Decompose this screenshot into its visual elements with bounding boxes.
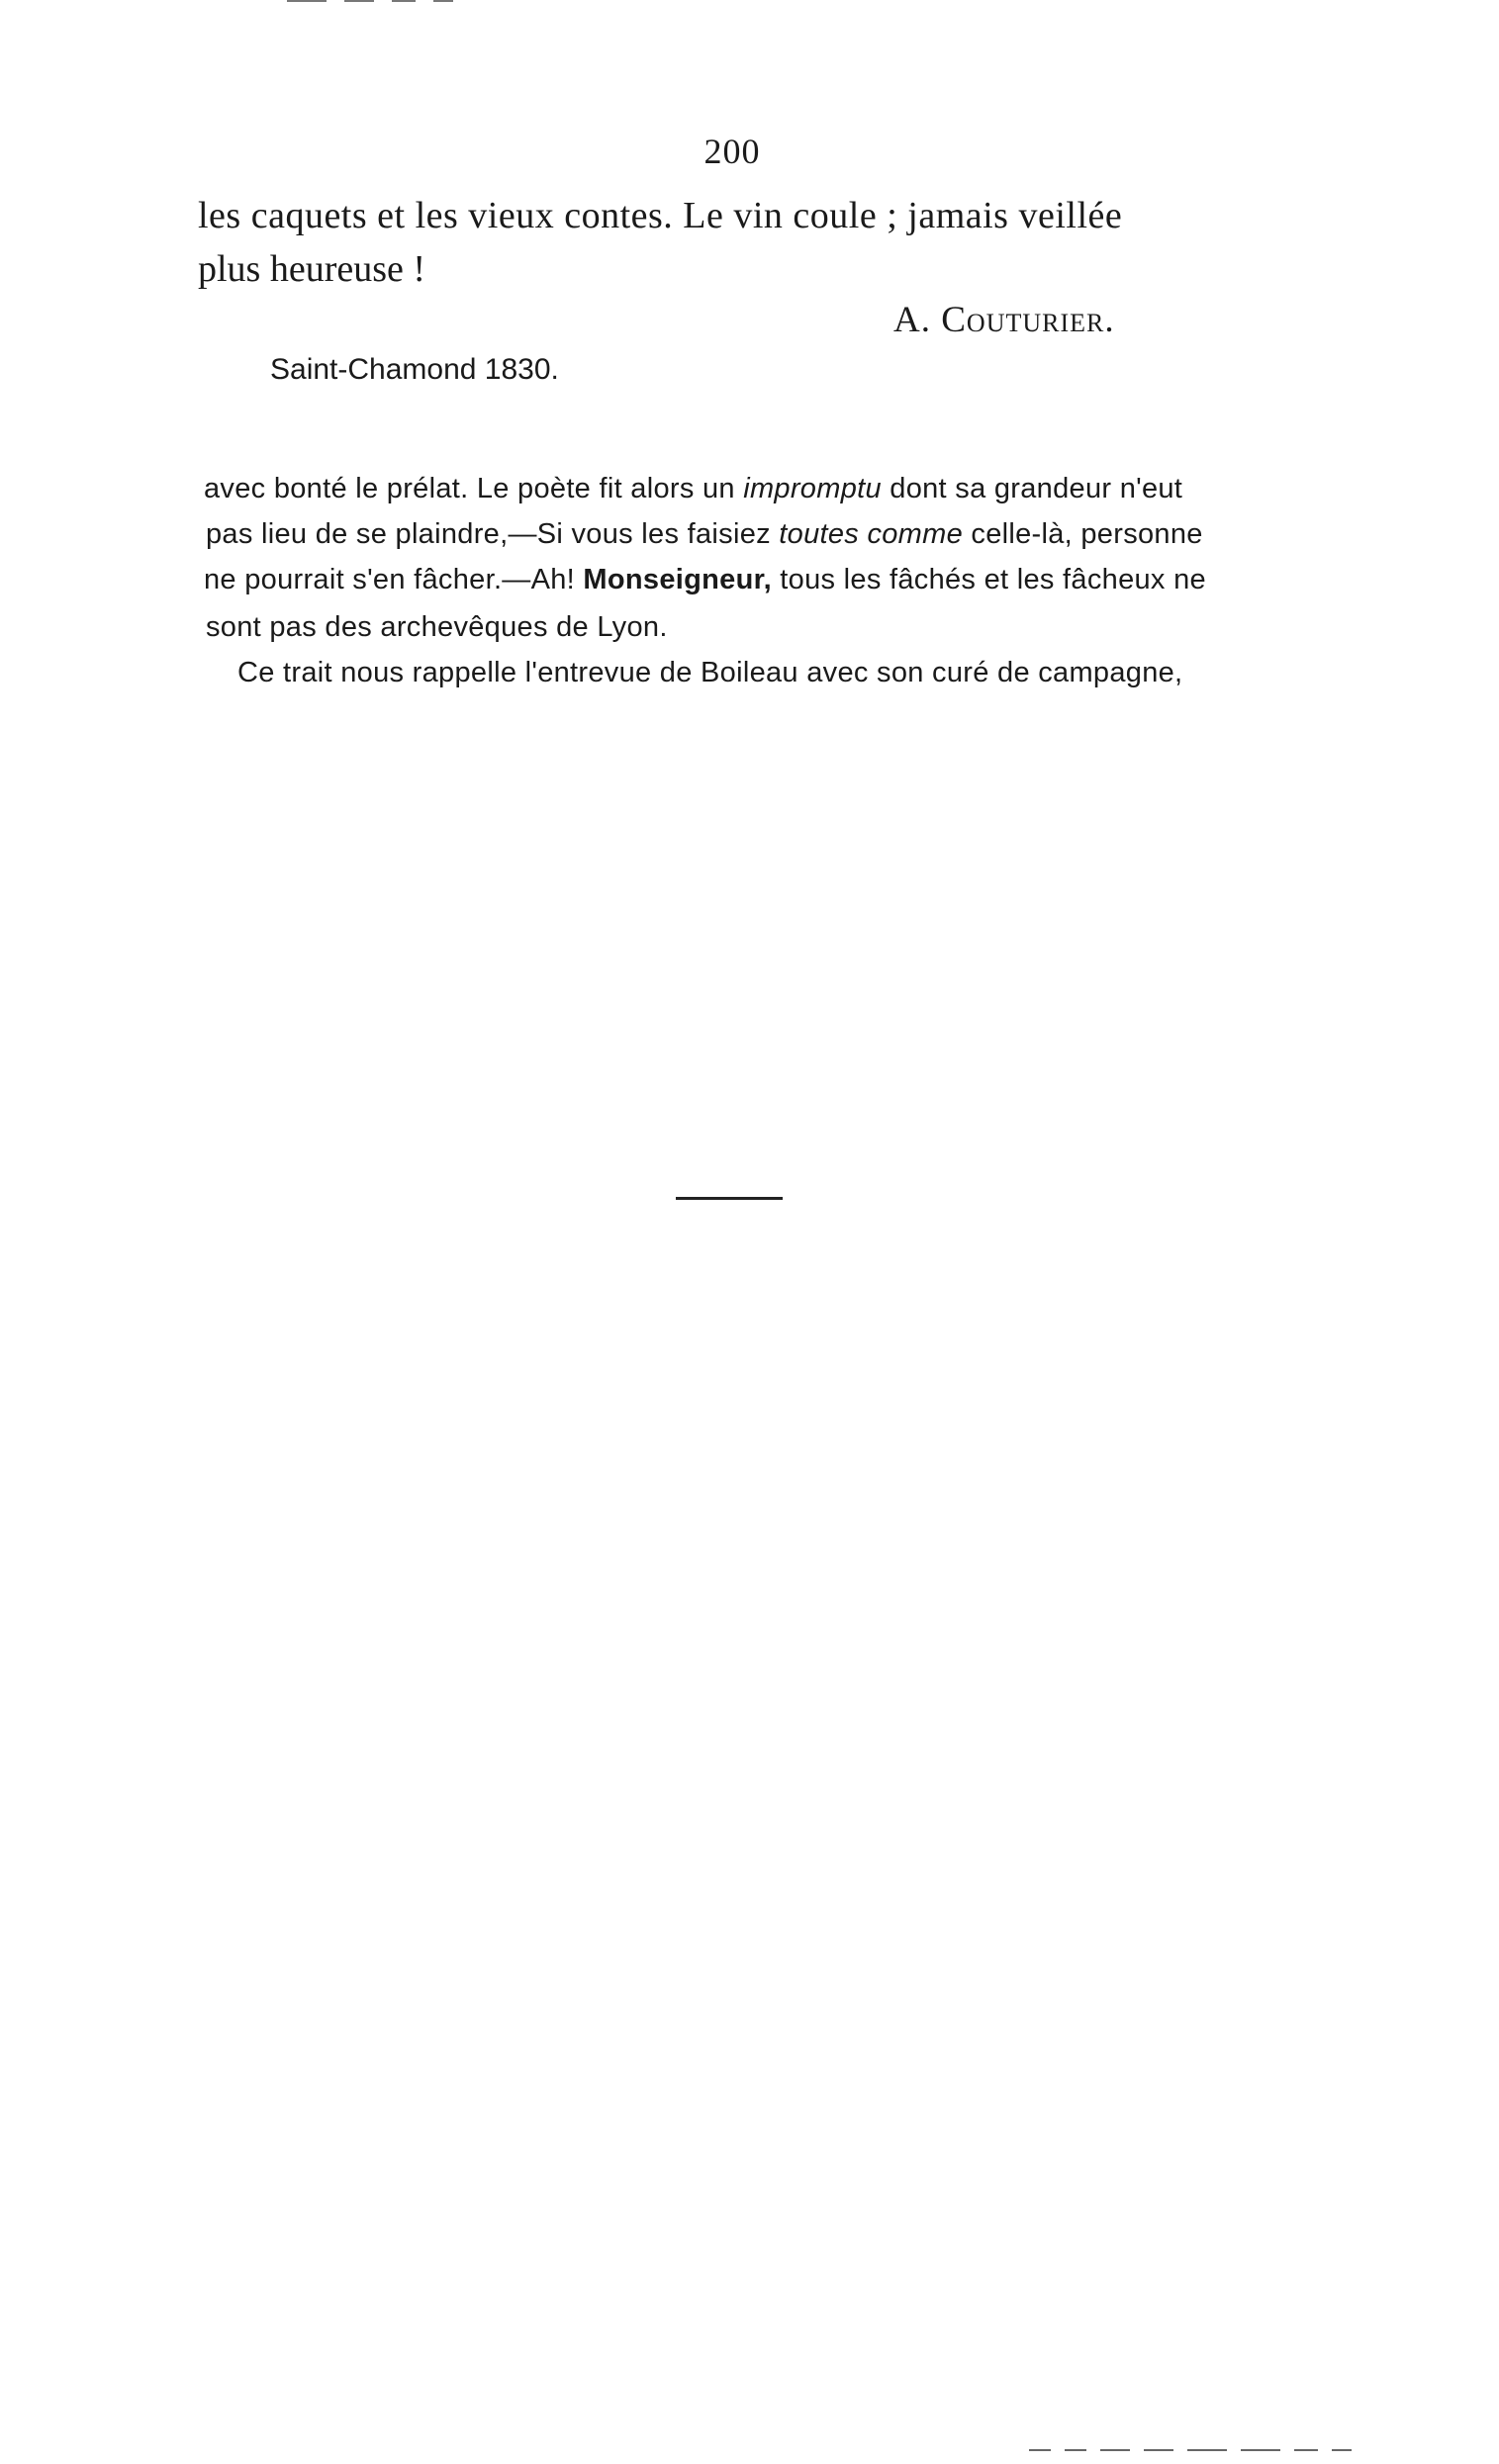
prose-line-1-italic: impromptu — [743, 473, 882, 504]
prose-line-1 — [204, 473, 1182, 505]
prose-line-3-bold: Monseigneur, — [583, 564, 772, 595]
prose-line-3-text-b: tous les fâchés et les fâcheux ne — [771, 564, 1206, 595]
prose-line-1-text-a: avec bonté le prélat. Le poète fit alors un — [204, 473, 744, 504]
prose-line-5: Ce trait nous rappelle l'entrevue de Boileau avec son curé de campagne, — [237, 657, 1183, 688]
prose-line-2-italic: toutes comme — [779, 518, 964, 550]
prose-line-1-text-b: dont sa grandeur n'eut — [881, 473, 1183, 504]
page-number: 200 — [703, 132, 761, 171]
author-signature — [893, 299, 1115, 341]
prose-line-2-text-a: pas lieu de se plaindre,—Si vous les faisiez — [206, 518, 780, 550]
prose-line-3-text-a: ne pourrait s'en fâcher.—Ah! — [204, 564, 584, 595]
poem-line-1: les caquets et les vieux contes. Le vin coule ; jamais veillée — [198, 195, 1123, 236]
prose-line-2 — [206, 518, 1203, 551]
scan-edge-marks-bottom — [1029, 2449, 1405, 2453]
signature-initial: A. — [893, 300, 942, 340]
scan-edge-marks-top — [287, 0, 524, 4]
poem-line-2: plus heureuse ! — [198, 248, 426, 290]
place-date: Saint-Chamond 1830. — [270, 353, 559, 386]
section-separator-rule — [676, 1197, 783, 1200]
prose-line-2-text-b: celle-là, personne — [963, 518, 1203, 550]
prose-line-4: sont pas des archevêques de Lyon. — [206, 611, 668, 643]
prose-line-3 — [204, 564, 1206, 596]
signature-name: Couturier. — [941, 300, 1115, 340]
